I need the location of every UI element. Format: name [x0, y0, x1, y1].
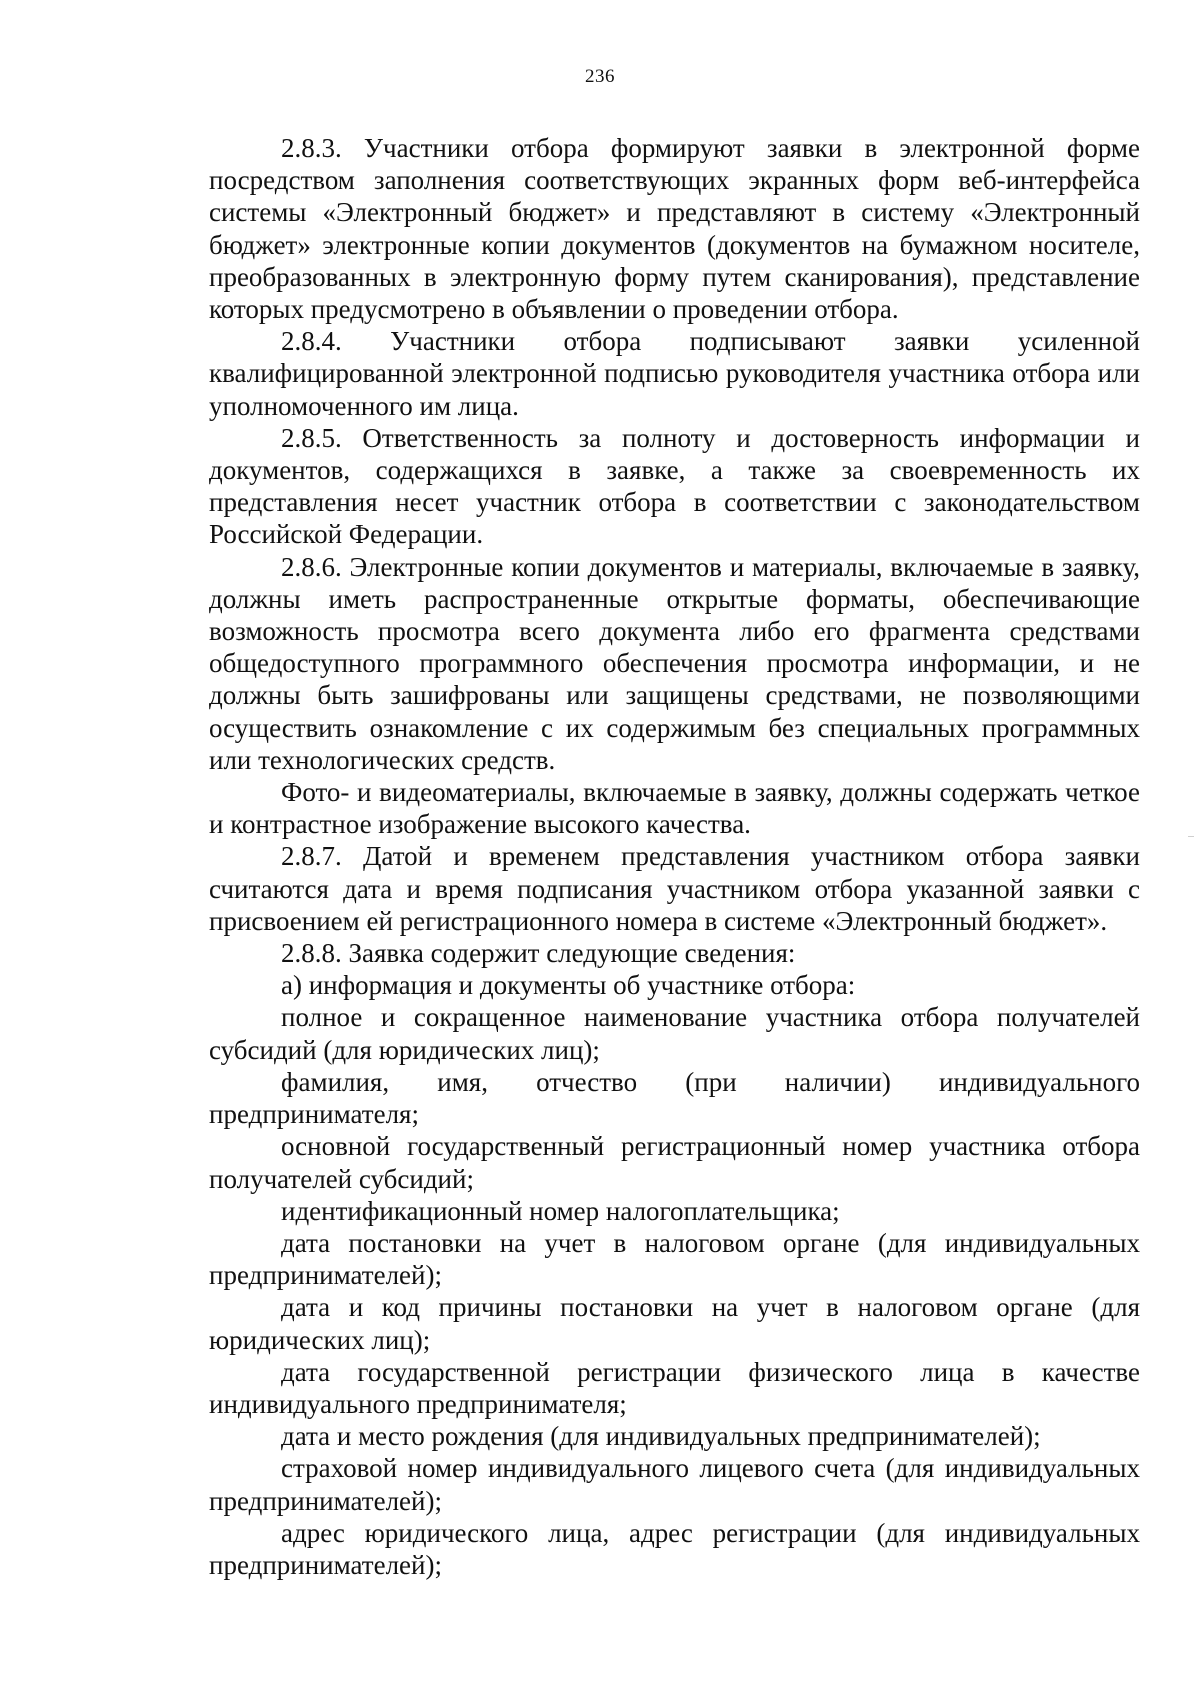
list-item-fio: фамилия, имя, отчество (при наличии) индивидуального предпринимателя;	[209, 1066, 1140, 1130]
list-item-state-registration-date: дата государственной регистрации физического лица в качестве индивидуального предпринимателя;	[209, 1356, 1140, 1419]
document-body	[209, 132, 1140, 1581]
list-item-inn: идентификационный номер налогоплательщика;	[281, 1195, 840, 1226]
paragraph-2-8-4: 2.8.4. Участники отбора подписывают заявки усиленной квалифицированной электронной подписью руководителя участника отбора или уполномоченного им лица.	[209, 326, 1140, 421]
list-item-tax-registration-date: дата постановки на учет в налоговом органе (для индивидуальных предпринимателей);	[209, 1227, 1140, 1291]
paragraph-2-8-5: 2.8.5. Ответственность за полноту и достоверность информации и документов, содержащихся в заявке, а также за своевременность их представления несет участник отбора в соответствии с законодательством Российской Федерации.	[209, 422, 1140, 550]
list-item-full-name: полное и сокращенное наименование участника отбора получателей субсидий (для юридических лиц);	[209, 1002, 1140, 1065]
paragraph-photo-video: Фото- и видеоматериалы, включаемые в заявку, должны содержать четкое и контрастное изображение высокого качества.	[209, 777, 1140, 840]
list-item-birth-date-place: дата и место рождения (для индивидуальных предпринимателей);	[281, 1421, 1041, 1452]
list-item-ogrn: основной государственный регистрационный номер участника отбора получателей субсидий;	[209, 1131, 1140, 1194]
paragraph-2-8-7: 2.8.7. Датой и временем представления участником отбора заявки считаются дата и время подписания участником отбора указанной заявки с присвоением ей регистрационного номера в системе «Электронный бюджет».	[209, 841, 1140, 936]
list-item-address: адрес юридического лица, адрес регистрации (для индивидуальных предпринимателей);	[209, 1517, 1140, 1580]
scan-artifact	[1188, 836, 1194, 837]
paragraph-2-8-3: 2.8.3. Участники отбора формируют заявки в электронной форме посредством заполнения соответствующих экранных форм веб-интерфейса системы «Электронный бюджет» и представляют в систему «Электронный бюджет» электронные копии документов (документов на бумажном носителе, преобразованных в электронную форму путем сканирования), представление которых предусмотрено в объявлении о проведении отбора.	[209, 133, 1140, 325]
list-item-snils: страховой номер индивидуального лицевого счета (для индивидуальных предпринимателей);	[209, 1453, 1140, 1516]
page-number: 236	[585, 66, 615, 87]
list-item-kpp: дата и код причины постановки на учет в налоговом органе (для юридических лиц);	[209, 1292, 1140, 1355]
paragraph-2-8-6: 2.8.6. Электронные копии документов и материалы, включаемые в заявку, должны иметь распространенные открытые форматы, обеспечивающие возможность просмотра всего документа либо его фрагмента средствами общедоступного программного обеспечения просмотра информации, и не должны быть зашифрованы или защищены средствами, не позволяющими осуществить ознакомление с их содержимым без специальных программных или технологических средств.	[209, 551, 1140, 775]
paragraph-2-8-8: 2.8.8. Заявка содержит следующие сведения:	[281, 938, 796, 969]
list-heading-a: а) информация и документы об участнике отбора:	[281, 970, 856, 1001]
